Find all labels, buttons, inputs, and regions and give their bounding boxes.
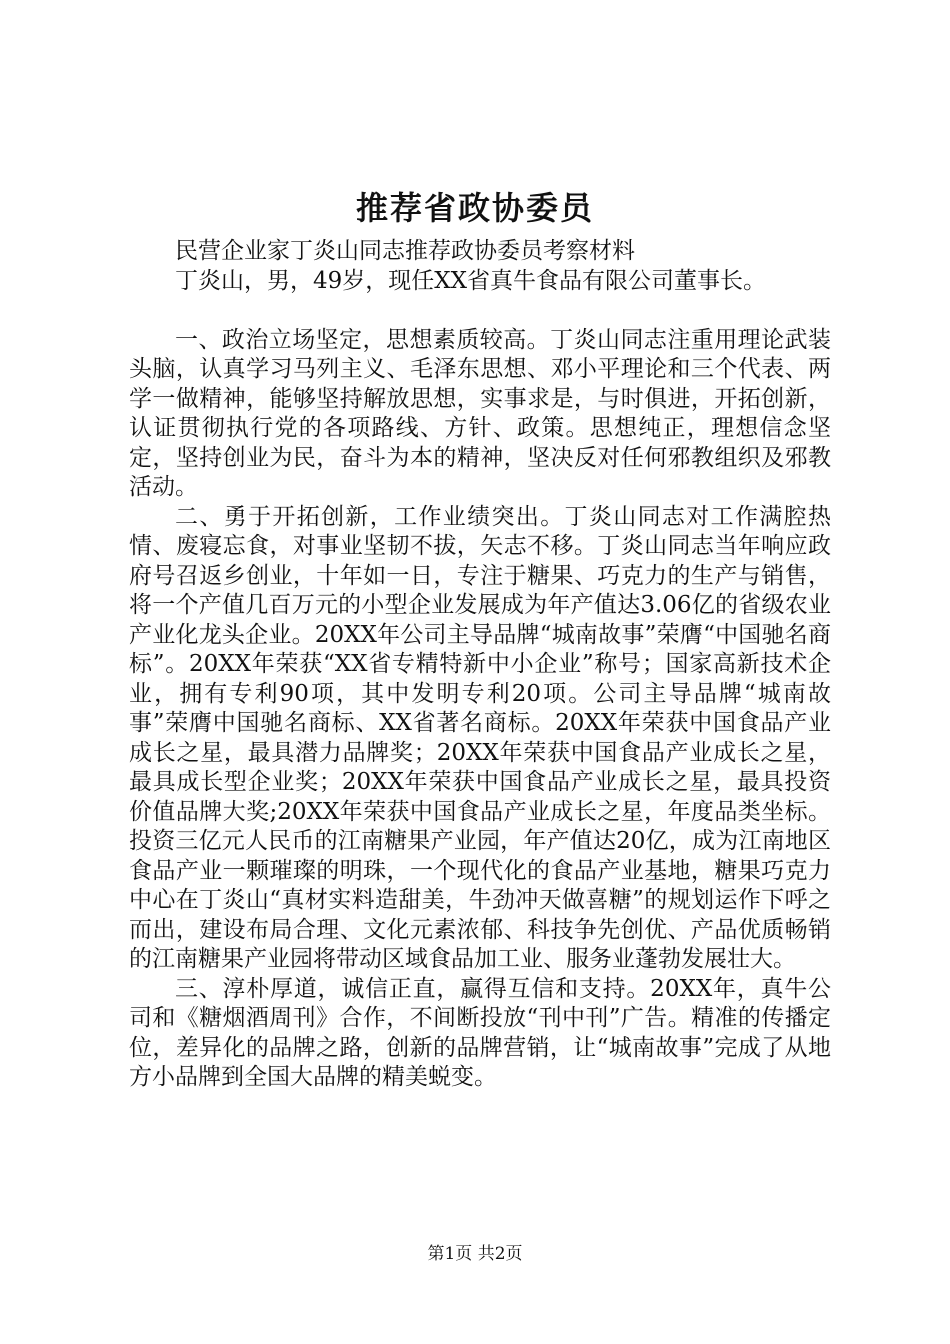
- paragraph-subtitle: 民营企业家丁炎山同志推荐政协委员考察材料: [175, 238, 635, 264]
- paragraph-profile: 丁炎山，男，49岁，现任XX省真牛食品有限公司董事长。: [175, 267, 767, 294]
- paragraph-section-1: 一、政治立场坚定，思想素质较高。丁炎山同志注重用理论武装头脑，认真学习马列主义、毛泽东思想、邓小平理论和三个代表、两学一做精神，能够坚持解放思想，实事求是，与时俱进，开拓创新，认证贯彻执行党的各项路线、方针、政策。思想纯正，理想信念坚定，坚持创业为民，奋斗为本的精神，坚决反对任何邪教组织及邪教活动。: [129, 326, 831, 500]
- paragraph-section-2: 二、勇于开拓创新，工作业绩突出。丁炎山同志对工作满腔热情、废寝忘食，对事业坚韧不拔，矢志不移。丁炎山同志当年响应政府号召返乡创业，十年如一日，专注于糖果、巧克力的生产与销售，将一个产值几百万元的小型企业发展成为年产值达3.06亿的省级农业产业化龙头企业。20XX年公司主导品牌“城南故事”荣膺“中国驰名商标”。20XX年荣获“XX省专精特新中小企业”称号；国家高新技术企业，拥有专利90项，其中发明专利20项。公司主导品牌“城南故事”荣膺中国驰名商标、XX省著名商标。20XX年荣获中国食品产业成长之星，最具潜力品牌奖；20XX年荣获中国食品产业成长之星，最具成长型企业奖；20XX年荣获中国食品产业成长之星，最具投资价值品牌大奖;20XX年荣获中国食品产业成长之星，年度品类坐标。投资三亿元人民币的江南糖果产业园，年产值达20亿，成为江南地区食品产业一颗璀璨的明珠，一个现代化的食品产业基地，糖果巧克力中心在丁炎山“真材实料造甜美，牛劲冲天做喜糖”的规划运作下呼之而出，建设布局合理、文化元素浓郁、科技争先创优、产品优质畅销的江南糖果产业园将带动区域食品加工业、服务业蓬勃发展壮大。: [129, 503, 831, 972]
- paragraph-section-3: 三、淳朴厚道，诚信正直，赢得互信和支持。20XX年，真牛公司和《糖烟酒周刊》合作，不间断投放“刊中刊”广告。精准的传播定位，差异化的品牌之路，创新的品牌营销，让“城南故事”完成了从地方小品牌到全国大品牌的精美蜕变。: [129, 975, 831, 1090]
- page-number-footer: 第1页 共2页: [427, 1244, 523, 1264]
- document-body: [129, 237, 831, 1093]
- document-title: 推荐省政协委员: [355, 189, 594, 227]
